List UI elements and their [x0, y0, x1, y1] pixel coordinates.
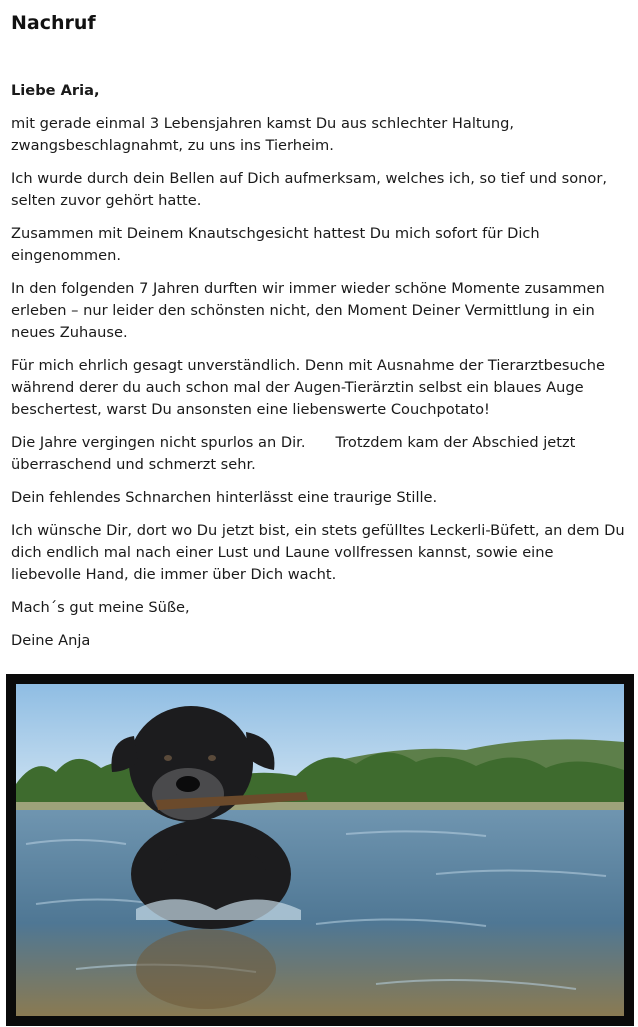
dog-reflection — [136, 929, 276, 1009]
paragraph: Zusammen mit Deinem Knautschgesicht hattest Du mich sofort für Dich eingenommen. — [11, 225, 540, 264]
greeting: Liebe Aria, — [11, 82, 100, 99]
paragraph: Für mich ehrlich gesagt unverständlich. Denn mit Ausnahme der Tierarztbesuche während derer du auch schon mal der Augen-Tierärztin selbst ein blaues Auge beschertest, warst Du ansonsten eine liebenswerte Couchpotato! — [11, 357, 606, 418]
paragraph — [11, 432, 627, 476]
paragraph: Dein fehlendes Schnarchen hinterlässt eine traurige Stille. — [11, 489, 438, 506]
dog-photo-frame — [6, 674, 634, 1026]
paragraph: In den folgenden 7 Jahren durften wir immer wieder schöne Momente zusammen erleben – nur leider den schönsten nicht, den Moment Deiner Vermittlung in ein neues Zuhause. — [11, 280, 605, 341]
paragraph: Ich wünsche Dir, dort wo Du jetzt bist, ein stets gefülltes Leckerli-Büfett, an dem Du dich endlich mal nach einer Lust und Laune vollfressen kannst, sowie eine liebevolle Hand, die immer über Dich wacht. — [11, 522, 625, 583]
letter-body — [11, 80, 627, 663]
paragraph: mit gerade einmal 3 Lebensjahren kamst Du aus schlechter Haltung, zwangsbeschlagnahmt, zu uns ins Tierheim. — [11, 115, 514, 154]
paragraph-part: Trotzdem kam der Abschied jetzt überraschend und schmerzt sehr. — [11, 434, 576, 473]
signature: Deine Anja — [11, 632, 91, 649]
page-title: Nachruf — [11, 12, 96, 34]
paragraph: Ich wurde durch dein Bellen auf Dich aufmerksam, welches ich, so tief und sonor, selten zuvor gehört hatte. — [11, 170, 607, 209]
dog-photo — [16, 684, 624, 1016]
closing: Mach´s gut meine Süße, — [11, 599, 190, 616]
paragraph-part: Die Jahre vergingen nicht spurlos an Dir. — [11, 434, 306, 451]
